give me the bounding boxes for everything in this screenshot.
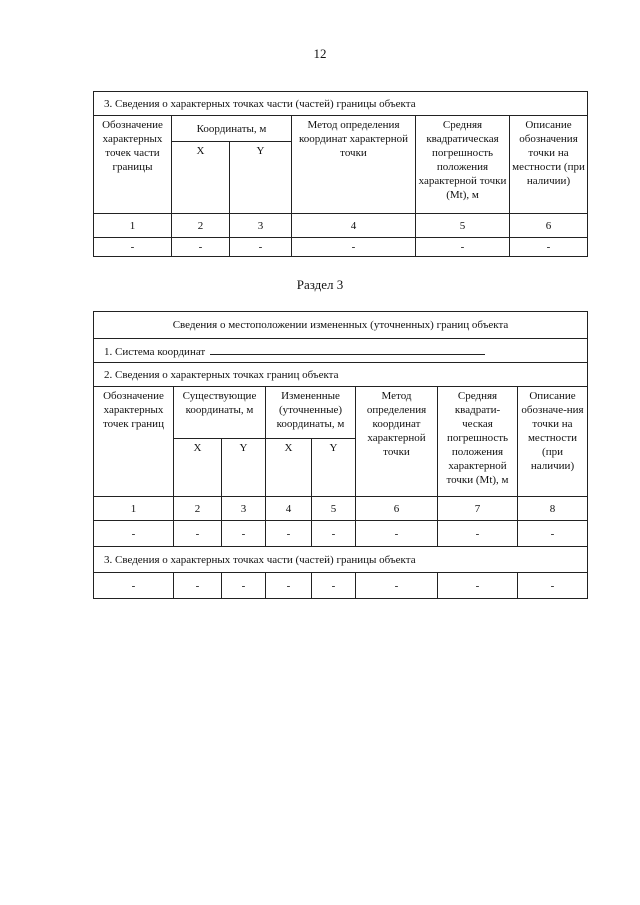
col-number: 2: [174, 497, 222, 521]
coord-system-field[interactable]: [210, 343, 485, 355]
table-title: 3. Сведения о характерных точках части (частей) границы объекта: [94, 92, 588, 116]
table-cell: -: [312, 573, 356, 599]
col-number: 6: [510, 214, 588, 238]
header-existing: Существующие координаты, м: [174, 387, 266, 439]
table-cell: -: [222, 573, 266, 599]
col-number: 3: [222, 497, 266, 521]
header-y: Y: [230, 142, 292, 214]
table-cell: -: [292, 238, 416, 257]
header-y: Y: [222, 439, 266, 497]
table-cell: -: [518, 573, 588, 599]
header-coordinates: Координаты, м: [172, 116, 292, 142]
table-cell: -: [312, 521, 356, 547]
table-cell: -: [356, 573, 438, 599]
parts-title: 3. Сведения о характерных точках части (частей) границы объекта: [94, 547, 588, 573]
col-number: 5: [416, 214, 510, 238]
section-title: Сведения о местоположении измененных (уточненных) границ объекта: [94, 312, 588, 339]
header-x: X: [174, 439, 222, 497]
table-cell: -: [174, 521, 222, 547]
table-cell: -: [266, 573, 312, 599]
table-cell: -: [416, 238, 510, 257]
col-number: 1: [94, 214, 172, 238]
table-cell: -: [510, 238, 588, 257]
table-cell: -: [266, 521, 312, 547]
header-method: Метод определения координат характерной точки: [356, 387, 438, 497]
col-number: 7: [438, 497, 518, 521]
part-points-table: [93, 91, 588, 257]
col-number: 1: [94, 497, 174, 521]
table-cell: -: [356, 521, 438, 547]
header-error: Средняя квадратическая погрешность положения характерной точки (Mt), м: [416, 116, 510, 214]
col-number: 4: [292, 214, 416, 238]
points-title: 2. Сведения о характерных точках границ объекта: [94, 363, 588, 387]
coord-system-label: 1. Система координат: [104, 345, 206, 358]
table-cell: -: [174, 573, 222, 599]
col-number: 8: [518, 497, 588, 521]
table-cell: -: [518, 521, 588, 547]
header-error: Средняя квадрати-ческая погрешность положения характерной точки (Mt), м: [438, 387, 518, 497]
header-x: X: [172, 142, 230, 214]
changed-borders-table: [93, 311, 588, 599]
col-number: 5: [312, 497, 356, 521]
col-number: 2: [172, 214, 230, 238]
header-description: Описание обозначения точки на местности (при наличии): [510, 116, 588, 214]
table-cell: -: [172, 238, 230, 257]
table-cell: -: [230, 238, 292, 257]
header-method: Метод определения координат характерной точки: [292, 116, 416, 214]
header-y: Y: [312, 439, 356, 497]
coord-system-row: [94, 339, 588, 363]
header-designation: Обозначение характерных точек границ: [94, 387, 174, 497]
header-designation: Обозначение характерных точек части границы: [94, 116, 172, 214]
header-changed: Измененные (уточненные) координаты, м: [266, 387, 356, 439]
col-number: 3: [230, 214, 292, 238]
col-number: 4: [266, 497, 312, 521]
table-cell: -: [94, 573, 174, 599]
header-x: X: [266, 439, 312, 497]
section-heading: Раздел 3: [296, 277, 344, 292]
table-cell: -: [438, 521, 518, 547]
col-number: 6: [356, 497, 438, 521]
page-number: 12: [313, 46, 327, 61]
table-cell: -: [222, 521, 266, 547]
header-description: Описание обозначе-ния точки на местности (при наличии): [518, 387, 588, 497]
table-cell: -: [438, 573, 518, 599]
table-cell: -: [94, 521, 174, 547]
table-cell: -: [94, 238, 172, 257]
